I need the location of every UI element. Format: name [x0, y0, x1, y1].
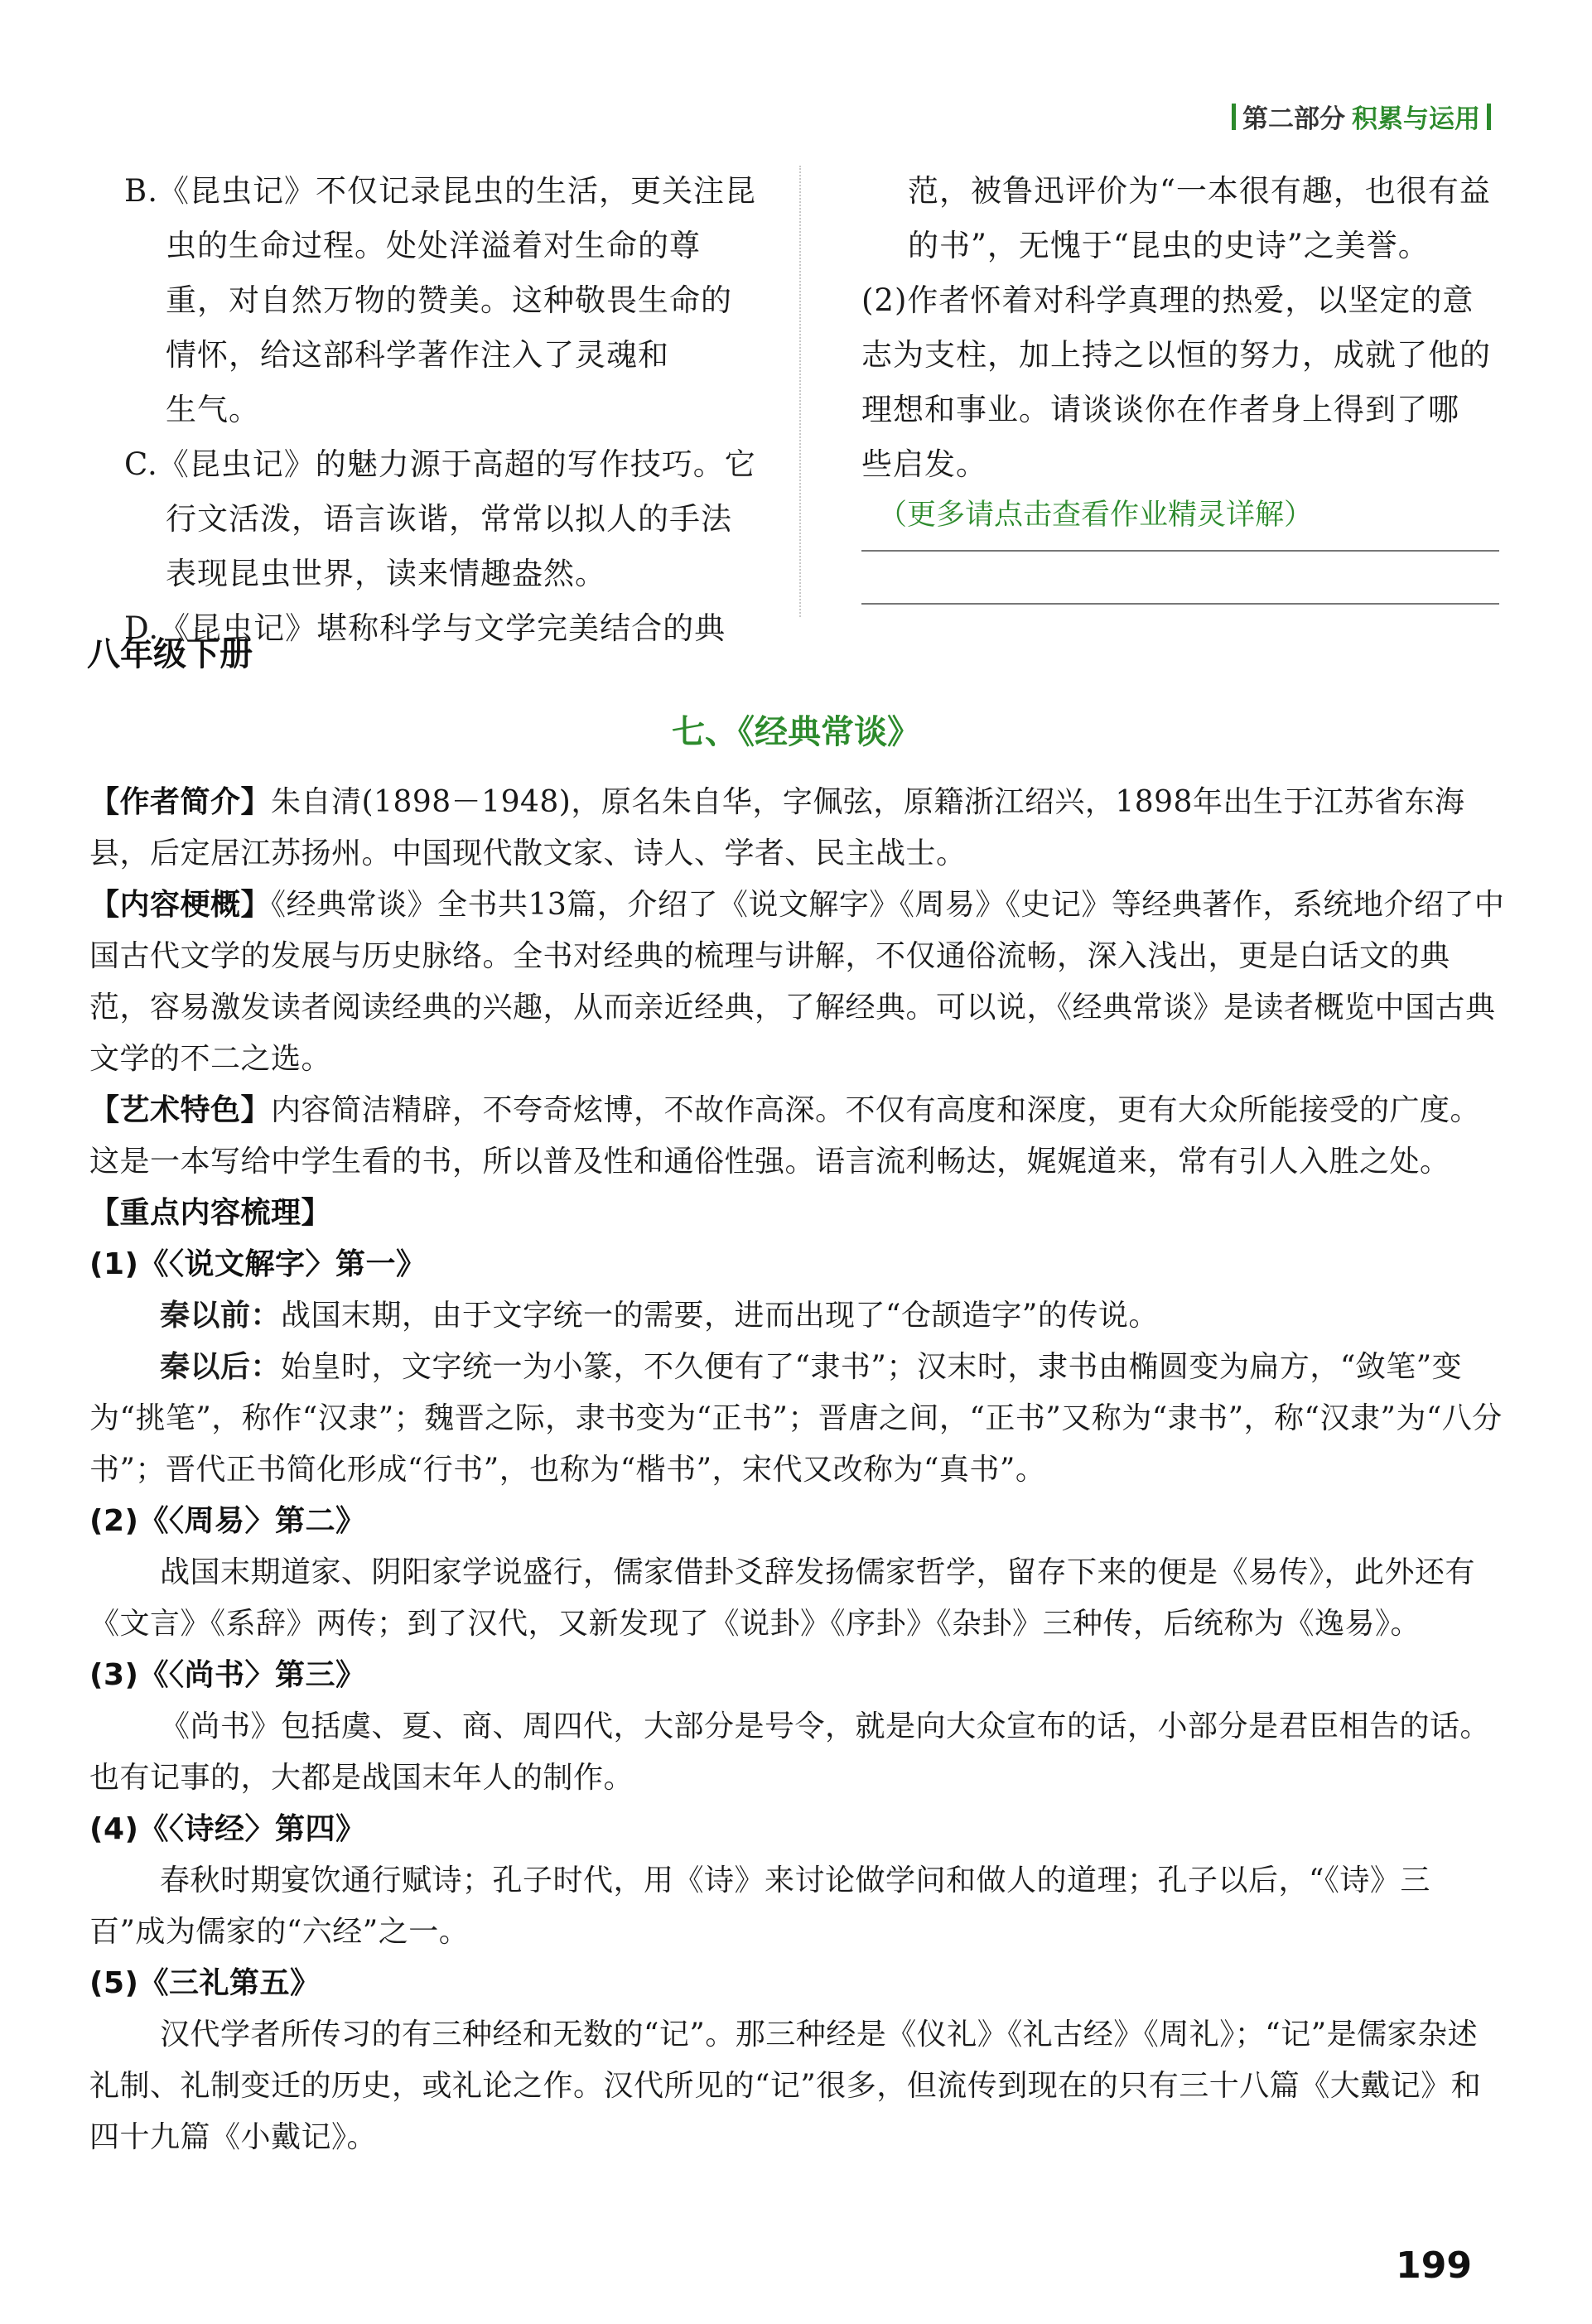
option-b — [124, 164, 762, 437]
option-b-first: B.《昆虫记》不仅记录昆虫的生活，更关注昆 — [124, 173, 756, 209]
option-d-continued — [861, 164, 1508, 273]
art-text: 内容简洁精辟，不夸奇炫博，不故作高深。不仅有高度和深度，更有大众所能接受的广度。这是一本写给中学生看的书，所以普及性和通俗性强。语言流利畅达，娓娓道来，常有引人入胜之处。 — [89, 1093, 1481, 1179]
summary-text: 《经典常谈》全书共13篇，介绍了《说文解字》《周易》《史记》等经典著作，系统地介绍了中国古代文学的发展与历史脉络。全书对经典的梳理与讲解，不仅通俗流畅，深入浅出，更是白话文的典范，容易激发读者阅读经典的兴趣，从而亲近经典，了解经典。可以说，《经典常谈》是读者概览中国古典文学的不二之选。 — [89, 888, 1505, 1076]
option-c-line: 表现昆虫世界，读来情趣盎然。 — [166, 556, 606, 591]
paragraph-text: 战国末期，由于文字统一的需要，进而出现了“仓颉造字”的传说。 — [281, 1299, 1159, 1333]
section-title: 七、《经典常谈》 — [672, 713, 920, 751]
section-paragraph: 战国末期道家、阴阳家学说盛行，儒家借卦爻辞发扬儒家哲学，留存下来的便是《易传》，此外还有《文言》《系辞》两传；到了汉代，又新发现了《说卦》《序卦》《杂卦》三种传，后统称为《逸易》。 — [89, 1555, 1476, 1641]
option-b-line: 生气。 — [166, 392, 260, 427]
section-paragraph — [89, 1342, 1506, 1496]
section-paragraph: 春秋时期宴饮通行赋诗；孔子时代，用《诗》来讨论做学问和做人的道理；孔子以后，“《诗》三百”成为儒家的“六经”之一。 — [89, 1864, 1430, 1949]
header-bar-left — [1232, 104, 1236, 130]
summary-tag: 【内容梗概】 — [89, 888, 272, 922]
option-b-line: 重，对自然万物的赞美。这种敬畏生命的 — [166, 282, 732, 318]
author-tag: 【作者简介】 — [89, 785, 272, 819]
key-content-heading: 【重点内容梳理】 — [89, 1196, 332, 1230]
author-text: 朱自清(1898－1948)，原名朱自华，字佩弦，原籍浙江绍兴，1898年出生于江苏省东海县，后定居江苏扬州。中国现代散文家、诗人、学者、民主战士。 — [89, 785, 1465, 870]
option-c — [124, 437, 762, 601]
question-2-line: 些启发。 — [861, 446, 987, 482]
section-heading: (5)《三礼第五》 — [89, 1966, 321, 2000]
column-divider — [799, 166, 801, 617]
grade-heading: 八年级下册 — [87, 635, 253, 673]
header-title: 积累与运用 — [1352, 104, 1480, 134]
option-b-line: 情怀，给这部科学著作注入了灵魂和 — [166, 337, 669, 373]
page-header — [1232, 98, 1491, 135]
left-column — [124, 164, 762, 656]
right-column — [861, 164, 1508, 605]
paragraph-label: 秦以后： — [160, 1350, 282, 1384]
question-2-line: 理想和事业。请谈谈你在作者身上得到了哪 — [861, 392, 1459, 427]
option-b-line: 虫的生命过程。处处洋溢着对生命的尊 — [166, 228, 701, 263]
answer-line-1[interactable] — [861, 538, 1499, 552]
option-c-first: C.《昆虫记》的魅力源于高超的写作技巧。它 — [124, 446, 756, 482]
paragraph-text: 始皇时，文字统一为小篆，不久便有了“隶书”；汉末时，隶书由椭圆变为扁方，“敛笔”变为“挑笔”，称作“汉隶”；魏晋之际，隶书变为“正书”；晋唐之间，“正书”又称为“隶书”，称“汉隶”为“八分书”；晋代正书简化形成“行书”，也称为“楷书”，宋代又改称为“真书”。 — [89, 1350, 1503, 1487]
art-tag: 【艺术特色】 — [89, 1093, 272, 1127]
option-d-first: D.《昆虫记》堪称科学与文学完美结合的典 — [124, 610, 726, 646]
art-features — [89, 1085, 1506, 1188]
section-heading: (3)《〈尚书〉第三》 — [89, 1658, 366, 1692]
page-number: 199 — [1396, 2244, 1472, 2287]
section-heading: (1)《〈说文解字〉第一》 — [89, 1247, 427, 1281]
option-d-cont-line: 的书”，无愧于“昆虫的史诗”之美誉。 — [908, 228, 1430, 263]
header-bar-right — [1487, 104, 1491, 130]
content-summary — [89, 880, 1506, 1085]
option-c-line: 行文活泼，语言诙谐，常常以拟人的手法 — [166, 501, 732, 537]
main-body — [89, 777, 1506, 2163]
question-2-line: (2)作者怀着对科学真理的热爱，以坚定的意 — [861, 282, 1474, 318]
header-part: 第二部分 — [1242, 104, 1345, 134]
answer-line-2[interactable] — [861, 552, 1499, 605]
section-paragraph: 《尚书》包括虞、夏、商、周四代，大部分是号令，就是向大众宣布的话，小部分是君臣相告的话。也有记事的，大都是战国末年人的制作。 — [89, 1709, 1491, 1795]
answer-detail-link[interactable]: （更多请点击查看作业精灵详解） — [878, 499, 1314, 532]
question-2-line: 志为支柱，加上持之以恒的努力，成就了他的 — [861, 337, 1491, 373]
paragraph-label: 秦以前： — [160, 1299, 282, 1333]
section-paragraph — [89, 1290, 1506, 1342]
option-d-cont-line: 范，被鲁迅评价为“一本很有趣，也很有益 — [908, 173, 1491, 209]
section-paragraph: 汉代学者所传习的有三种经和无数的“记”。那三种经是《仪礼》《礼古经》《周礼》；“记”是儒家杂述礼制、礼制变迁的历史，或礼论之作。汉代所见的“记”很多，但流传到现在的只有三十八篇《大戴记》和四十九篇《小戴记》。 — [89, 2018, 1482, 2154]
author-intro — [89, 777, 1506, 880]
section-heading: (4)《〈诗经〉第四》 — [89, 1812, 366, 1846]
question-2 — [861, 273, 1508, 492]
section-heading: (2)《〈周易〉第二》 — [89, 1504, 366, 1538]
